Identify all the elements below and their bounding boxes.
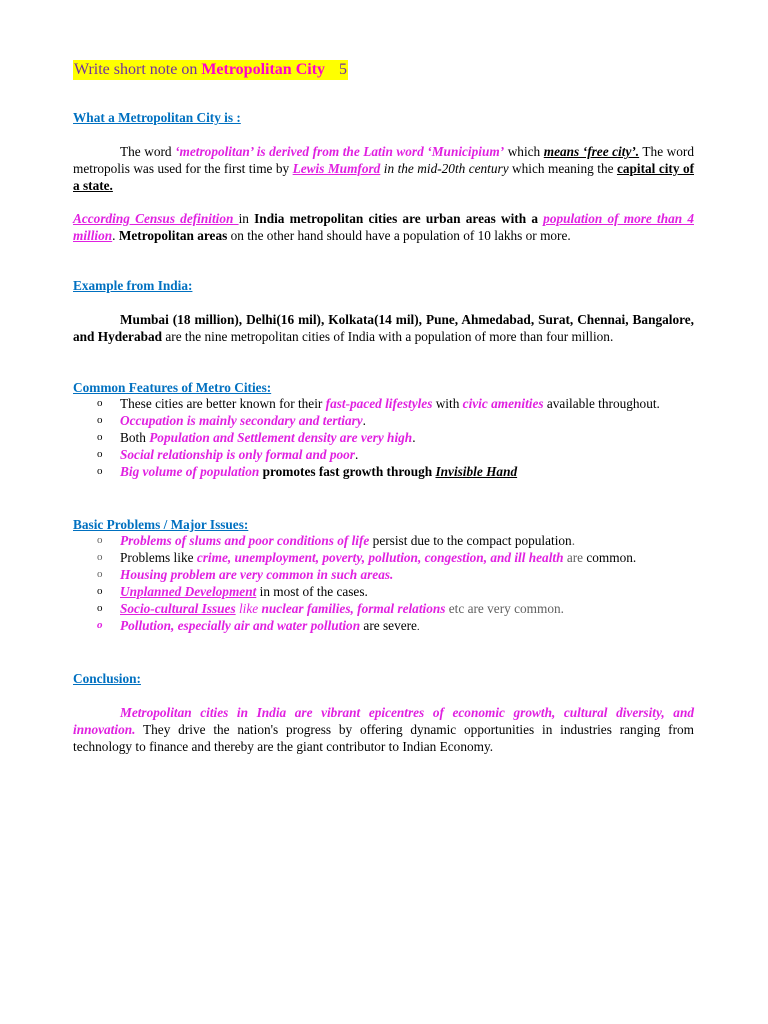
text-run: fast-paced lifestyles [325,396,433,411]
text-run: Both [120,430,150,445]
list-item [73,566,694,583]
list-item [73,549,694,566]
text-run: Social relationship is only formal and poor [120,447,355,462]
paragraph-census [73,210,694,244]
text-run: which [504,144,544,159]
text-run: ‘metropolitan’ is derived from the Latin word ‘Municipium’ [175,144,505,159]
text-run: Metropolitan areas [118,228,228,243]
title-marks: 5 [339,61,348,78]
text-run: According Census definition [73,211,239,226]
list-item [73,617,694,636]
text-run: The word metropolis was used for the first time by [73,144,694,176]
text-run: . [112,228,119,243]
text-run: on the other hand should have a population of 10 lakhs or more. [227,228,571,243]
text-run: Lewis Mumford [292,161,381,176]
text-run: civic amenities [462,396,544,411]
list-item [73,395,694,412]
bullet: o [97,465,103,477]
text-run: . [354,447,359,462]
list-item [73,412,694,429]
problems-list [73,532,694,636]
text-run: Population and Settlement density are very high [149,430,413,445]
text-run: These cities are better known for their [120,396,326,411]
text-run: which meaning the [508,161,617,176]
bullet: o [97,602,103,614]
text-run: available throughout. [543,396,660,411]
paragraph-conclusion [73,704,694,755]
text-run: India metropolitan cities are urban areas with a [254,211,544,226]
text-run: nuclear families, formal relations [261,601,446,616]
text-run: Problems like [120,550,197,565]
bullet: o [97,397,103,409]
text-run: Occupation is mainly secondary and tertiary [120,413,363,428]
list-item [73,583,694,600]
text-run: Invisible Hand [435,464,518,479]
text-run: Mumbai (18 million), Delhi(16 mil), Kolkata(14 mil), Pune, Ahmedabad, Surat, Chennai, Bangalore, and Hyderabad [73,312,694,344]
text-run: promotes fast growth through [259,464,436,479]
bullet: o [97,534,103,546]
text-run: population of more than 4 million [73,211,694,243]
text-run: Big volume of population [120,464,260,479]
bullet: o [97,619,103,631]
text-run: Unplanned Development [120,584,257,599]
text-run: . [362,413,366,428]
text-run: They drive the nation's progress by offering dynamic opportunities in industries ranging from technology to finance and thereby are the giant contributor to Indian Economy. [73,722,694,754]
title-prefix: Write short note on [74,61,202,78]
text-run: with [432,396,463,411]
heading-conclusion: Conclusion: [73,671,141,686]
paragraph-cities [73,311,694,345]
text-run: capital city of a state. [73,161,695,193]
text-run: Pollution, especially air and water pollution [120,618,361,633]
bullet: o [97,431,103,443]
heading-problems: Basic Problems / Major Issues: [73,517,249,532]
heading-what-is: What a Metropolitan City is : [73,110,241,125]
title-topic: Metropolitan City [201,61,326,78]
text-run: The word [120,144,176,159]
bullet: o [97,414,103,426]
list-item [73,446,694,463]
text-run: Socio-cultural Issues [120,601,236,616]
text-run: crime, unemployment, poverty, pollution, congestion, and ill health [196,550,564,565]
bullet: o [97,448,103,460]
list-item [73,463,694,480]
text-run: Housing problem are very common in such areas. [120,567,394,582]
text-run: persist due to the compact population [369,533,572,548]
text-run: in [238,211,255,226]
paragraph-definition [73,143,694,194]
text-run: . [571,533,576,548]
text-run: common. [583,550,637,565]
text-run: . [416,622,420,633]
text-run: Metropolitan cities in India are vibrant epicentres of economic growth, cultural diversity, and innovation. [73,705,694,737]
features-list [73,395,694,480]
text-run: etc are very common. [445,601,564,616]
text-run: means ‘free city’. [543,144,640,159]
list-item [73,532,694,549]
list-item [73,429,694,446]
text-run: . [412,430,416,445]
text-run: like [235,601,262,616]
heading-features: Common Features of Metro Cities: [73,380,272,395]
bullet: o [97,568,103,580]
bullet: o [97,551,103,563]
bullet: o [97,585,103,597]
text-run: in most of the cases. [256,584,368,599]
text-run: in the mid-20th century [380,161,509,176]
text-run: are [563,550,584,565]
text-run: are severe [360,618,417,633]
heading-example: Example from India: [73,278,193,293]
text-run: are the nine metropolitan cities of India with a population of more than four million. [162,329,614,344]
page-title [73,60,348,80]
list-item [73,600,694,617]
text-run: Problems of slums and poor conditions of life [120,533,370,548]
